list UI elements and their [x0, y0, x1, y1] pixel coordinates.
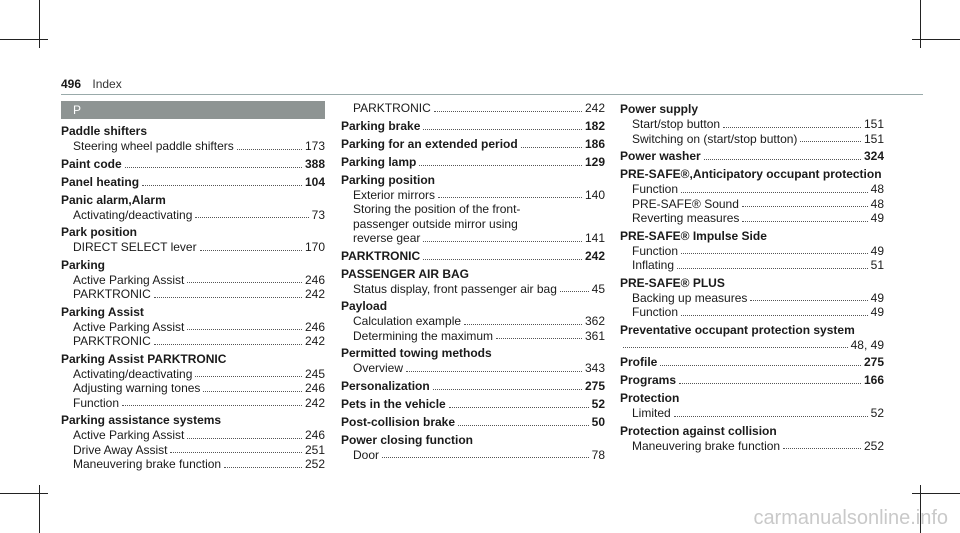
index-subentry — [341, 231, 605, 246]
page-ref[interactable]: 246 — [304, 428, 325, 442]
subentry-text[interactable]: Start/stop button — [632, 117, 721, 131]
index-subentry — [61, 287, 325, 302]
subentry-text[interactable]: Adjusting warning tones — [73, 381, 201, 395]
index-term-text[interactable]: Personalization — [341, 378, 430, 393]
page-ref[interactable]: 362 — [584, 314, 605, 328]
subentry-text[interactable]: Function — [632, 305, 679, 319]
index-entry — [620, 275, 884, 320]
dot-leader — [200, 240, 302, 251]
index-subentry — [620, 439, 884, 454]
crop-mark — [39, 0, 40, 48]
page-ref[interactable]: 242 — [304, 334, 325, 348]
index-term-text[interactable]: Preventative occupant protection system — [620, 322, 855, 337]
index-subentry — [341, 282, 605, 297]
index-term-text[interactable]: PARKTRONIC — [341, 248, 421, 263]
index-subentry — [341, 448, 605, 463]
page-ref[interactable]: 78 — [591, 447, 605, 462]
subentry-text[interactable]: Determining the maximum — [353, 328, 494, 343]
index-subentry — [61, 457, 325, 472]
page-ref[interactable]: 48 — [870, 182, 884, 196]
page-ref[interactable]: 173 — [304, 139, 325, 153]
page-ref[interactable]: 140 — [584, 187, 605, 202]
subentry-text[interactable]: Maneuvering brake function — [73, 457, 222, 471]
dot-leader — [154, 287, 302, 298]
page-ref[interactable]: 251 — [304, 442, 325, 457]
index-entry — [620, 148, 884, 164]
dot-leader — [419, 154, 582, 166]
index-subentry — [341, 202, 605, 217]
dot-leader — [154, 334, 302, 345]
index-term — [620, 148, 884, 164]
index-subentry — [61, 367, 325, 382]
index-term-text[interactable]: Parking — [61, 257, 106, 272]
index-subentry — [61, 428, 325, 443]
index-entry — [61, 351, 325, 411]
index-entry — [61, 304, 325, 349]
watermark: carmanualsonline.info — [753, 507, 948, 529]
page-ref[interactable]: 242 — [584, 248, 605, 263]
crop-mark — [912, 493, 960, 494]
index-term-text[interactable]: Protection against collision — [620, 423, 777, 438]
dot-leader — [195, 208, 308, 219]
index-subentry — [620, 197, 884, 212]
index-term — [341, 298, 605, 314]
index-term — [61, 412, 325, 428]
index-term — [620, 390, 884, 406]
index-entry — [620, 354, 884, 370]
index-subentry — [341, 188, 605, 203]
page-section-label: Index — [92, 77, 122, 91]
index-subentry — [61, 334, 325, 349]
index-entry — [61, 174, 325, 190]
index-subentry — [620, 338, 884, 353]
index-subentry — [341, 101, 605, 116]
index-subentry — [61, 381, 325, 396]
index-term — [620, 322, 884, 338]
crop-mark — [912, 39, 960, 40]
page-ref[interactable]: 242 — [304, 287, 325, 301]
dot-leader — [423, 118, 582, 130]
index-term-text[interactable]: Parking position — [341, 172, 436, 187]
index-entry — [61, 412, 325, 472]
index-term-text[interactable]: Parking lamp — [341, 154, 417, 169]
page-ref[interactable]: 242 — [584, 101, 605, 115]
index-entry — [61, 224, 325, 255]
subentry-text[interactable]: Overview — [353, 361, 404, 375]
index-term — [620, 166, 884, 182]
dot-leader — [458, 414, 589, 426]
subentry-text[interactable]: Active Parking Assist — [73, 272, 185, 287]
index-term — [620, 275, 884, 291]
index-term-text[interactable]: Power washer — [620, 149, 701, 163]
index-entry — [61, 123, 325, 154]
page-ref[interactable]: 275 — [584, 378, 605, 393]
index-term — [341, 248, 605, 264]
subentry-text[interactable]: PARKTRONIC — [73, 287, 151, 301]
index-term-text[interactable]: Parking assistance systems — [61, 413, 222, 427]
index-term — [341, 154, 605, 170]
index-term-text[interactable]: Panic alarm, — [61, 192, 132, 207]
index-entry — [620, 166, 884, 226]
index-subentry — [61, 396, 325, 411]
dot-leader — [170, 443, 301, 454]
index-term — [341, 345, 605, 361]
page-ref[interactable]: 48, 49 — [850, 337, 884, 352]
index-subentry — [61, 139, 325, 154]
index-term-text[interactable]: PRE-SAFE® Impulse Side — [620, 228, 767, 243]
index-subentry — [61, 208, 325, 223]
dot-leader — [125, 156, 302, 168]
index-entry — [341, 432, 605, 463]
index-subentry — [61, 443, 325, 458]
page-ref[interactable]: 186 — [584, 136, 605, 151]
page-ref[interactable]: 49 — [870, 305, 884, 319]
subentry-text[interactable]: Backing up measures — [632, 290, 748, 305]
dot-leader — [187, 320, 302, 331]
index-entry — [620, 101, 884, 146]
page-ref[interactable]: 275 — [863, 355, 884, 369]
dot-leader — [560, 282, 589, 293]
index-term — [341, 414, 605, 430]
subentry-text: Storing the position of the front- — [353, 202, 521, 216]
subentry-text[interactable]: Steering wheel paddle shifters — [73, 139, 234, 153]
subentry-text[interactable]: Limited — [632, 406, 671, 420]
dot-leader — [382, 448, 589, 459]
dot-leader — [681, 244, 868, 255]
subentry-text[interactable]: PRE-SAFE® Sound — [632, 196, 739, 211]
index-subentry — [341, 361, 605, 376]
index-column-1 — [61, 101, 325, 474]
index-term-text[interactable]: Parking for an extended period — [341, 136, 518, 151]
index-subentry — [61, 273, 325, 288]
dot-leader — [704, 148, 861, 160]
dot-leader — [187, 428, 302, 439]
index-entry — [620, 423, 884, 454]
index-term — [341, 172, 605, 188]
page-ref[interactable]: 52 — [870, 406, 884, 420]
page-ref[interactable]: 324 — [863, 149, 884, 163]
dot-leader — [677, 258, 868, 269]
index-term-text[interactable]: Power supply — [620, 102, 699, 116]
index-entry — [341, 248, 605, 264]
page-ref[interactable]: 245 — [304, 366, 325, 381]
dot-leader — [750, 291, 867, 302]
index-term — [620, 372, 884, 388]
index-term-text[interactable]: Parking Assist PARKTRONIC — [61, 351, 227, 366]
dot-leader — [438, 188, 582, 199]
dot-leader — [434, 101, 582, 112]
page-ref[interactable]: 49 — [870, 211, 884, 225]
index-term — [620, 423, 884, 439]
page-ref[interactable]: 151 — [863, 131, 884, 146]
dot-leader — [660, 354, 861, 366]
index-subentry — [620, 244, 884, 259]
index-subentry — [341, 314, 605, 329]
index-subentry — [61, 320, 325, 335]
index-term — [61, 192, 325, 208]
page-ref[interactable]: 73 — [311, 207, 325, 222]
subentry-text[interactable]: Maneuvering brake function — [632, 438, 781, 453]
dot-leader — [742, 197, 868, 208]
crop-mark — [0, 493, 48, 494]
index-subentry — [620, 132, 884, 147]
index-entry — [341, 136, 605, 152]
index-term — [341, 432, 605, 448]
dot-leader — [187, 273, 302, 284]
index-term-text[interactable]: Panel heating — [61, 174, 140, 189]
page-ref[interactable]: 49 — [870, 243, 884, 258]
page-ref[interactable]: 51 — [870, 258, 884, 272]
page-ref[interactable]: 361 — [584, 328, 605, 343]
dot-leader — [623, 338, 848, 349]
page-ref[interactable]: 50 — [591, 414, 605, 429]
index-subentry — [620, 258, 884, 273]
dot-leader — [800, 132, 861, 143]
dot-leader — [742, 211, 867, 222]
page-ref[interactable]: 104 — [304, 174, 325, 189]
index-term-text[interactable]: Protection — [620, 391, 680, 405]
page-ref[interactable]: 141 — [584, 231, 605, 245]
subentry-text: passenger outside mirror using — [353, 216, 518, 231]
subentry-text[interactable]: Active Parking Assist — [73, 319, 185, 334]
index-term — [620, 101, 884, 117]
index-term-text[interactable]: Parking brake — [341, 118, 421, 133]
dot-leader — [423, 231, 582, 242]
index-entry — [61, 257, 325, 302]
page-header — [61, 77, 122, 91]
index-entry — [341, 118, 605, 134]
index-column-2 — [341, 101, 605, 464]
index-subentry — [620, 211, 884, 226]
index-term — [61, 351, 325, 367]
dot-leader — [406, 361, 582, 372]
index-entry — [620, 228, 884, 273]
index-term-text[interactable]: Park position — [61, 225, 138, 239]
page-ref[interactable]: 252 — [863, 438, 884, 453]
index-term-text[interactable]: Pets in the vehicle — [341, 396, 446, 411]
index-column-3 — [620, 101, 884, 455]
subentry-text[interactable]: Function — [632, 182, 679, 196]
index-term-see: Anticipatory occupant protection — [692, 167, 882, 181]
page-ref[interactable]: 246 — [304, 381, 325, 395]
index-entry — [620, 322, 884, 353]
page-ref[interactable]: 388 — [304, 156, 325, 171]
subentry-text[interactable]: Calculation example — [353, 314, 462, 328]
dot-leader — [783, 439, 861, 450]
index-term — [620, 354, 884, 370]
index-subentry — [620, 117, 884, 132]
index-subentry — [341, 217, 605, 232]
index-entry — [341, 298, 605, 343]
index-term-text[interactable]: Parking Assist — [61, 304, 144, 319]
index-subentry — [620, 406, 884, 421]
dot-leader — [423, 248, 582, 260]
index-term — [61, 156, 325, 172]
crop-mark — [920, 0, 921, 48]
index-term-text[interactable]: Paddle shifters — [61, 124, 148, 138]
page-ref[interactable]: 246 — [304, 272, 325, 287]
page-ref[interactable]: 48 — [870, 196, 884, 211]
index-term-text[interactable]: Power closing function — [341, 432, 474, 447]
index-subentry — [341, 329, 605, 344]
index-entry — [341, 414, 605, 430]
index-entry — [61, 156, 325, 172]
dot-leader — [674, 406, 868, 417]
index-subentry — [620, 305, 884, 320]
index-term — [341, 396, 605, 412]
crop-mark — [0, 39, 48, 40]
dot-leader — [681, 182, 868, 193]
index-term-text[interactable]: Paint code — [61, 156, 122, 171]
index-term-text[interactable]: Permitted towing methods — [341, 346, 492, 360]
index-term — [61, 304, 325, 320]
subentry-text[interactable]: Status display, front passenger air bag — [353, 281, 557, 296]
page-ref[interactable]: 242 — [304, 395, 325, 410]
dot-leader — [723, 117, 861, 128]
page-ref[interactable]: 52 — [591, 396, 605, 411]
index-entry — [341, 266, 605, 297]
index-term — [620, 228, 884, 244]
page-ref[interactable]: 166 — [863, 373, 884, 387]
dot-leader — [521, 136, 582, 148]
index-subentry — [620, 182, 884, 197]
page-number: 496 — [61, 77, 82, 91]
dot-leader — [224, 457, 302, 468]
index-entry — [61, 192, 325, 223]
dot-leader — [195, 367, 302, 378]
dot-leader — [449, 396, 589, 408]
index-entry — [341, 396, 605, 412]
subentry-text[interactable]: Drive Away Assist — [73, 442, 168, 457]
index-entry — [341, 101, 605, 116]
index-term-text[interactable]: Payload — [341, 299, 388, 313]
page-ref[interactable]: 170 — [304, 240, 325, 254]
dot-leader — [679, 372, 861, 384]
index-subentry — [61, 240, 325, 255]
index-term — [61, 224, 325, 240]
index-entry — [620, 372, 884, 388]
index-term-text[interactable]: PRE-SAFE® PLUS — [620, 275, 725, 290]
index-term-text[interactable]: PASSENGER AIR BAG — [341, 266, 470, 281]
index-term-text[interactable]: PRE-SAFE®, — [620, 167, 693, 181]
subentry-text[interactable]: Function — [73, 395, 120, 410]
subentry-text[interactable]: Reverting measures — [632, 211, 740, 225]
dot-leader — [203, 381, 302, 392]
index-term-text[interactable]: Post-collision brake — [341, 414, 456, 429]
index-term — [341, 136, 605, 152]
subentry-text[interactable]: Active Parking Assist — [73, 428, 185, 442]
page-ref[interactable]: 252 — [304, 457, 325, 471]
dot-leader — [681, 305, 868, 316]
index-term — [61, 123, 325, 139]
dot-leader — [433, 378, 582, 390]
subentry-text[interactable]: Inflating — [632, 258, 675, 272]
index-term — [61, 257, 325, 273]
index-entry — [620, 390, 884, 421]
index-term — [341, 118, 605, 134]
index-subentry — [620, 291, 884, 306]
dot-leader — [122, 396, 302, 407]
index-term — [61, 174, 325, 190]
subentry-text[interactable]: Switching on (start/stop button) — [632, 131, 798, 146]
index-entry — [341, 345, 605, 376]
index-term — [341, 266, 605, 282]
subentry-text[interactable]: Door — [353, 447, 380, 462]
subentry-text[interactable]: PARKTRONIC — [73, 334, 151, 348]
subentry-text[interactable]: Activating/deactivating — [73, 366, 193, 381]
dot-leader — [142, 174, 302, 186]
header-rule — [61, 94, 923, 95]
page-ref[interactable]: 182 — [584, 118, 605, 133]
index-entry — [341, 154, 605, 170]
page-ref[interactable]: 151 — [863, 117, 884, 131]
subentry-text[interactable]: Exterior mirrors — [353, 187, 436, 202]
dot-leader — [464, 314, 582, 325]
page-ref[interactable]: 49 — [870, 290, 884, 305]
page-ref[interactable]: 246 — [304, 319, 325, 334]
subentry-text[interactable]: Function — [632, 243, 679, 258]
subentry-text[interactable]: PARKTRONIC — [353, 101, 431, 115]
page-ref[interactable]: 343 — [584, 361, 605, 375]
index-term — [341, 378, 605, 394]
dot-leader — [496, 329, 582, 340]
index-term-text[interactable]: Programs — [620, 373, 677, 387]
index-term-text[interactable]: Profile — [620, 355, 658, 369]
index-entry — [341, 378, 605, 394]
subentry-text[interactable]: Activating/deactivating — [73, 207, 193, 222]
subentry-text[interactable]: DIRECT SELECT lever — [73, 240, 197, 254]
page-ref[interactable]: 45 — [591, 281, 605, 296]
dot-leader — [237, 139, 302, 150]
index-letter-heading: P — [61, 101, 325, 119]
index-entry — [341, 172, 605, 246]
page-ref[interactable]: 129 — [584, 154, 605, 169]
subentry-text[interactable]: reverse gear — [353, 231, 421, 245]
index-term-see: Alarm — [131, 192, 166, 207]
